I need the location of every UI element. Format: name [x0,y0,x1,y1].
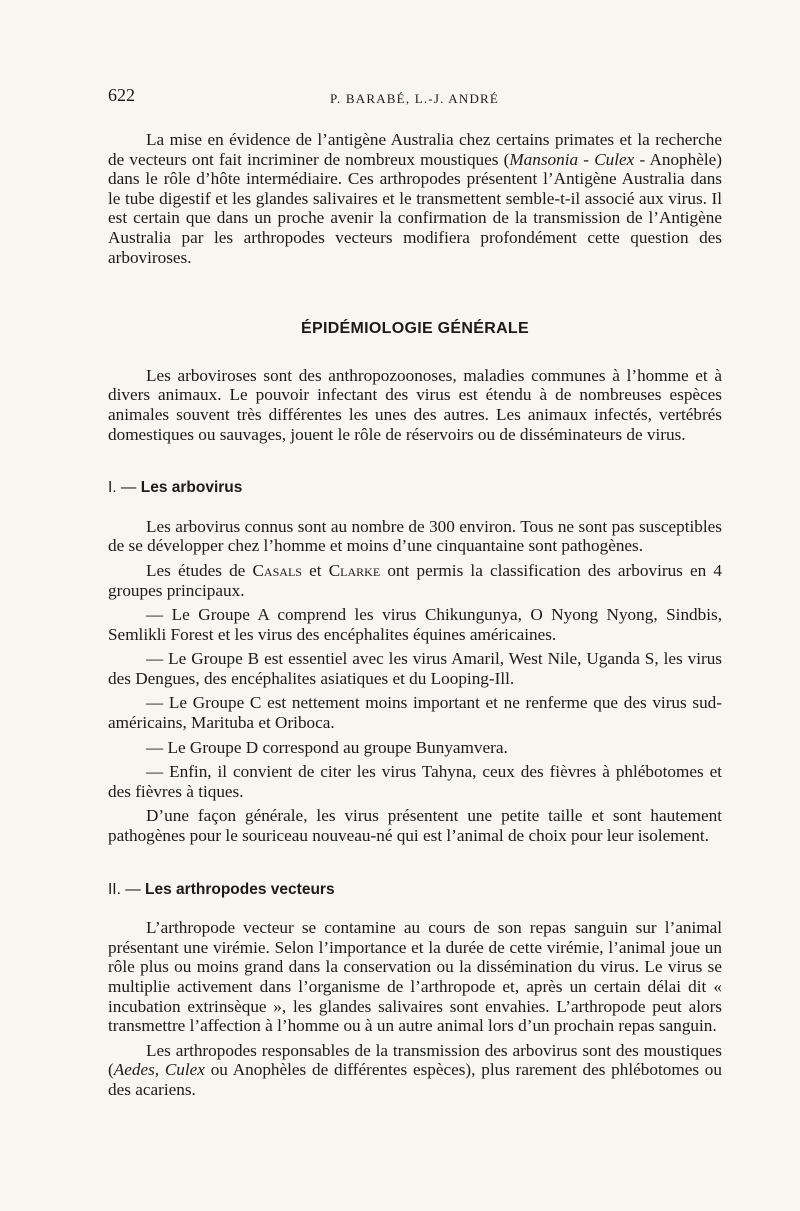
section-intro-paragraph: Les arboviroses sont des anthropozoonoses, maladies communes à l’homme et à divers animaux. Le pouvoir infectant des virus est étendu à de nombreuses espèces animales souvent très différentes les unes des autres. Les animaux infectés, vertébrés domestiques ou sauvages, jouent le rôle de réservoirs ou de disséminateurs de virus. [108,365,722,444]
list-item-group-d: — Le Groupe D correspond au groupe Bunyamvera. [146,737,508,757]
list-item-group-b: — Le Groupe B est essentiel avec les virus Amaril, West Nile, Uganda S, les virus des Dengues, des encéphalites asiatiques et du Looping-Ill. [108,649,722,688]
paragraph: Les études de Casals et Clarke ont permis la classification des arbovirus en 4 groupes principaux. [108,560,723,600]
section-title: ÉPIDÉMIOLOGIE GÉNÉRALE [301,320,529,338]
paragraph: L’arthropode vecteur se contamine au cours de son repas sanguin sur l’animal présentant une virémie. Selon l’importance et la durée de cette virémie, l’animal joue un rôle plus ou moins grand dans la conservation ou la dissémination du virus. Le virus se multiplie activement dans l’organisme de l’arthropode et, après un certain délai dit « incubation extrinsèque », les glandes salivaires sont envahies. L’arthropode peut alors transmettre l’affection à l’homme ou à un autre animal lors d’un prochain repas sanguin. [108,918,722,1036]
paragraph: Les arbovirus connus sont au nombre de 300 environ. Tous ne sont pas susceptibles de se développer chez l’homme et moins d’une cinquantaine sont pathogènes. [108,516,722,556]
list-item-group-c: — Le Groupe C est nettement moins important et ne renferme que des virus sud-américains, Marituba et Oriboca. [108,693,722,733]
subsection-title-arthropodes [108,880,722,900]
running-head: P. BARABÉ, L.-J. ANDRÉ [330,91,500,106]
paragraph: Les arthropodes responsables de la transmission des arbovirus sont des moustiques (Aedes, Culex ou Anophèles de différentes espèces), plus rarement des phlébotomes ou des acariens. [108,1040,722,1099]
subsection-title-arbovirus [108,478,722,498]
intro-paragraph: La mise en évidence de l’antigène Australia chez certains primates et la recherche de vecteurs ont fait incriminer de nombreux moustiques (Mansonia - Culex - Anophèle) dans le rôle d’hôte intermédiaire. Ces arthropodes présentent l’Antigène Australia dans le tube digestif et les glandes salivaires et le transmettent semble-t-il associé aux virus. Il est certain que dans un proche avenir la confirmation de la transmission de l’Antigène Australia par les arthropodes vecteurs modifiera profondément cette question des arboviroses. [108,130,722,267]
subsection-heading: Les arbovirus [140,479,243,497]
subsection-number: I. — [108,479,137,497]
document-page [108,86,722,1100]
page-number: 622 [108,85,135,105]
list-item-group-a: — Le Groupe A comprend les virus Chikungunya, O Nyong Nyong, Sindbis, Semlikli Forest et les virus des encéphalites équines américaines. [108,605,722,644]
subsection-heading: Les arthropodes vecteurs [145,880,335,898]
subsection-number: II. — [108,880,141,898]
list-item-others: — Enfin, il convient de citer les virus Tahyna, ceux des fièvres à phlébotomes et des fièvres à tiques. [108,762,722,801]
page-header [108,86,722,110]
paragraph: D’une façon générale, les virus présentent une petite taille et sont hautement pathogènes pour le souriceau nouveau-né qui est l’animal de choix pour leur isolement. [108,806,722,846]
